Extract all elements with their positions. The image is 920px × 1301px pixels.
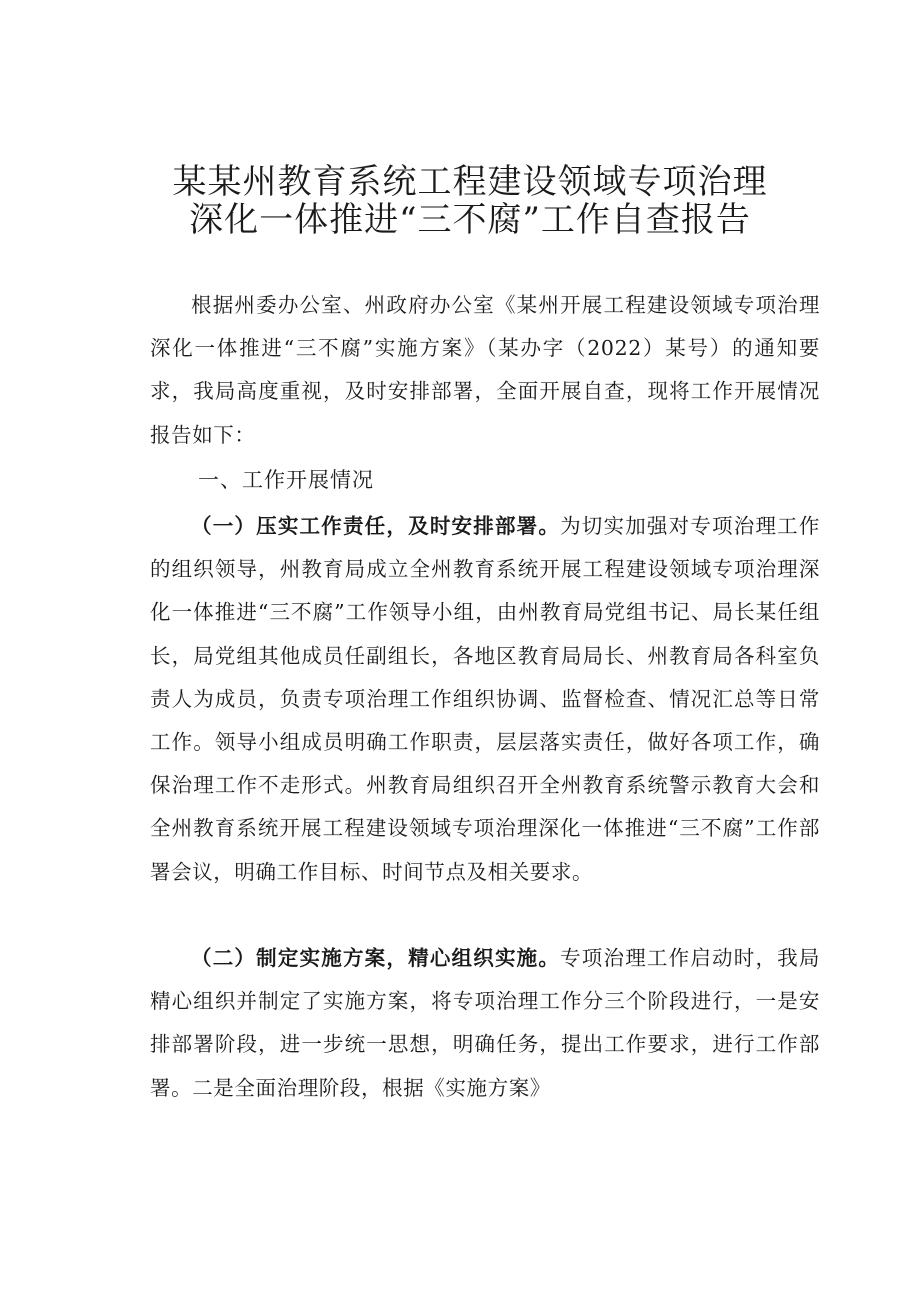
item-1-paragraph [150, 505, 820, 894]
item-2-lead: （二）制定实施方案，精心组织实施。 [191, 946, 561, 970]
item-1-body: 为切实加强对专项治理工作的组织领导，州教育局成立全州教育系统开展工程建设领域专项治理深化一体推进“三不腐”工作领导小组，由州教育局党组书记、局长某任组长，局党组其他成员任副组长，各地区教育局局长、州教育局各科室负责人为成员，负责专项治理工作组织协调、监督检查、情况汇总等日常工作。领导小组成员明确工作职责，层层落实责任，做好各项工作，确保治理工作不走形式。州教育局组织召开全州教育系统警示教育大会和全州教育系统开展工程建设领域专项治理深化一体推进“三不腐”工作部署会议，明确工作目标、时间节点及相关要求。 [150, 514, 820, 884]
intro-paragraph: 根据州委办公室、州政府办公室《某州开展工程建设领域专项治理深化一体推进“三不腐”实施方案》（某办字（2022）某号）的通知要求，我局高度重视，及时安排部署，全面开展自查，现将工作开展情况报告如下： [150, 293, 820, 447]
document-title-line-1: 某某州教育系统工程建设领域专项治理 [172, 162, 768, 202]
item-2-body: 专项治理工作启动时，我局精心组织并制定了实施方案，将专项治理工作分三个阶段进行，一是安排部署阶段，进一步统一思想，明确任务，提出工作要求，进行工作部署。二是全面治理阶段，根据《实施方案》 [150, 946, 820, 1100]
section-heading-work-status: 一、工作开展情况 [198, 468, 374, 492]
item-2-paragraph [150, 937, 820, 1110]
item-1-lead: （一）压实工作责任，及时安排部署。 [191, 514, 561, 538]
document-title-line-2: 深化一体推进“三不腐”工作自查报告 [189, 200, 751, 240]
